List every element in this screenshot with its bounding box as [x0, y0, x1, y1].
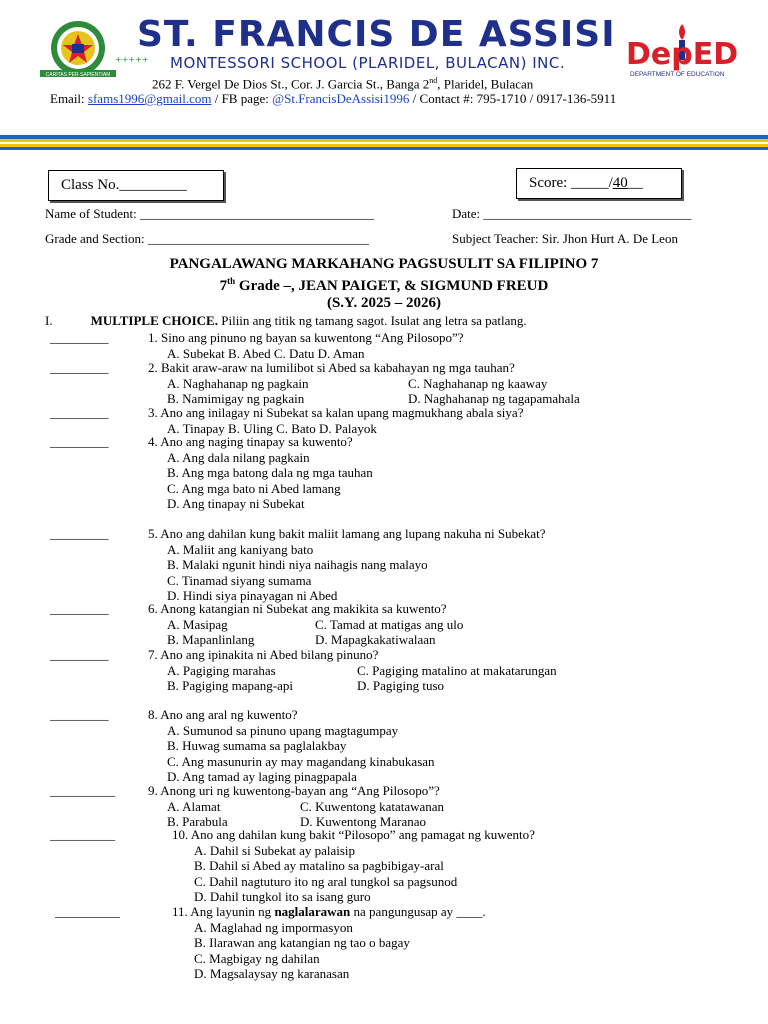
answer-option: D. Pagiging tuso [357, 678, 445, 693]
answer-option: B. Ilarawan ang katangian ng tao o bagay [194, 935, 410, 950]
answer-option: D. Hindi siya pinayagan ni Abed [167, 588, 338, 603]
answer-option: B. Huwag sumama sa paglalakbay [167, 738, 347, 753]
question-text: 2. Bakit araw-araw na lumilibot si Abed sa kabahayan ng mga tauhan? [148, 360, 515, 375]
answer-blank[interactable]: _________ [50, 526, 109, 541]
subject-teacher: Subject Teacher: Sir. Jhon Hurt A. De Leon [452, 231, 678, 246]
answer-option: C. Kuwentong katatawanan [300, 798, 445, 814]
answer-option: B. Dahil si Abed ay matalino sa pagbibigay-aral [194, 858, 444, 873]
answer-option: B. Mapanlinlang [167, 632, 255, 647]
answer-blank[interactable]: __________ [50, 827, 115, 842]
answer-option: D. Magsalaysay ng karanasan [194, 966, 350, 981]
answer-option: C. Magbigay ng dahilan [194, 950, 320, 966]
class-number-box[interactable]: Class No._________ [48, 170, 224, 201]
answer-option: B. Ang mga batong dala ng mga tauhan [167, 465, 373, 480]
school-subtitle: MONTESSORI SCHOOL (PLARIDEL, BULACAN) INC. [170, 54, 566, 72]
answer-option: A. Sumunod sa pinuno upang magtagumpay [167, 722, 399, 738]
answer-option: A. Ang dala nilang pagkain [167, 449, 310, 465]
answer-option: B. Parabula [167, 814, 228, 829]
answer-option: A. Naghahanap ng pagkain [167, 375, 309, 391]
header-color-band [0, 135, 768, 151]
svg-text:+++++: +++++ [115, 55, 149, 64]
deped-subtitle: DEPARTMENT OF EDUCATION [630, 71, 725, 78]
answer-option: A. Masipag [167, 616, 228, 632]
question-text: 5. Ano ang dahilan kung bakit maliit lamang ang lupang nakuha ni Subekat? [148, 526, 546, 541]
question-text: 1. Sino ang pinuno ng bayan sa kuwentong “Ang Pilosopo”? [148, 330, 464, 345]
answer-option: C. Ang masunurin ay may magandang kinabukasan [167, 753, 435, 769]
email-link[interactable]: sfams1996@gmail.com [87, 91, 212, 106]
answer-option: D. Kuwentong Maranao [300, 814, 426, 829]
contact-line: Email: sfams1996@gmail.com / FB page: @St.FrancisDeAssisi1996 / Contact #: 795-1710 / 0917-136-5911 [50, 91, 617, 106]
date-field[interactable]: Date: ________________________________ [452, 206, 692, 221]
answer-option: D. Mapagkakatiwalaan [315, 632, 436, 647]
exam-grade-line: 7th Grade –, JEAN PAIGET, & SIGMUND FREUD [219, 276, 549, 294]
answer-option: C. Pagiging matalino at makatarungan [357, 662, 557, 678]
school-name: ST. FRANCIS DE ASSISI [137, 14, 616, 55]
answer-blank[interactable]: _________ [50, 601, 109, 616]
question-text: 9. Anong uri ng kuwentong-bayan ang “Ang Pilosopo”? [148, 783, 440, 798]
answer-blank[interactable]: __________ [55, 904, 120, 919]
answer-option: C. Dahil nagtuturo ito ng aral tungkol sa pagsunod [194, 873, 458, 889]
question-text: 3. Ano ang inilagay ni Subekat sa kalan upang magmukhang abala siya? [148, 405, 524, 420]
answer-blank[interactable]: _________ [50, 360, 109, 375]
answer-option: D. Dahil tungkol ito sa isang guro [194, 889, 371, 904]
question-text: 4. Ano ang naging tinapay sa kuwento? [148, 434, 353, 449]
answer-option: A. Tinapay B. Uling C. Bato D. Palayok [167, 420, 377, 436]
answer-option: B. Namimigay ng pagkain [167, 391, 305, 406]
answer-blank[interactable]: _________ [50, 707, 109, 722]
question-text: 7. Ano ang ipinakita ni Abed bilang pinuno? [148, 647, 379, 662]
question-text: 11. Ang layunin ng naglalarawan na pangungusap ay ____. [172, 904, 486, 919]
answer-option: C. Ang mga bato ni Abed lamang [167, 480, 341, 496]
answer-option: D. Ang tinapay ni Subekat [167, 496, 305, 511]
school-address: 262 F. Vergel De Dios St., Cor. J. Garcia St., Banga 2nd, Plaridel, Bulacan [152, 76, 534, 92]
grade-section-field[interactable]: Grade and Section: __________________________________ [45, 231, 369, 246]
section-heading: I. MULTIPLE CHOICE. Piliin ang titik ng tamang sagot. Isulat ang letra sa patlang. [45, 313, 527, 328]
answer-option: D. Naghahanap ng tagapamahala [408, 391, 580, 406]
deped-wordmark: DepED [626, 37, 739, 72]
question-text: 10. Ano ang dahilan kung bakit “Pilosopo” ang pamagat ng kuwento? [172, 827, 535, 842]
answer-option: C. Naghahanap ng kaaway [408, 375, 548, 391]
answer-blank[interactable]: _________ [50, 647, 109, 662]
answer-option: B. Malaki ngunit hindi niya naihagis nang malayo [167, 557, 428, 572]
answer-option: A. Maglahad ng impormasyon [194, 919, 353, 935]
school-seal-logo [30, 18, 149, 84]
answer-option: C. Tinamad siyang sumama [167, 572, 312, 588]
answer-option: D. Ang tamad ay laging pinagpapala [167, 769, 357, 784]
answer-option: A. Dahil si Subekat ay palaisip [194, 842, 356, 858]
answer-option: A. Pagiging marahas [167, 662, 276, 678]
question-text: 6. Anong katangian ni Subekat ang makikita sa kuwento? [148, 601, 447, 616]
exam-title: PANGALAWANG MARKAHANG PAGSUSULIT SA FILIPINO 7 [169, 256, 599, 272]
deped-logo [622, 18, 752, 80]
answer-blank[interactable]: __________ [50, 783, 115, 798]
answer-option: A. Alamat [167, 798, 221, 814]
score-box: Score: _____/40__ [516, 168, 682, 199]
seal-motto: CARITAS PER SAPIENTIAM [45, 72, 111, 78]
answer-blank[interactable]: _________ [50, 330, 109, 345]
answer-option: C. Tamad at matigas ang ulo [315, 616, 464, 632]
question-text: 8. Ano ang aral ng kuwento? [148, 707, 298, 722]
facebook-page-link[interactable]: @St.FrancisDeAssisi1996 [272, 91, 410, 106]
answer-option: A. Subekat B. Abed C. Datu D. Aman [167, 345, 365, 361]
answer-blank[interactable]: _________ [50, 405, 109, 420]
answer-option: A. Maliit ang kaniyang bato [167, 541, 314, 557]
answer-blank[interactable]: _________ [50, 434, 109, 449]
answer-option: B. Pagiging mapang-api [167, 678, 294, 693]
school-year: (S.Y. 2025 – 2026) [326, 295, 442, 311]
student-name-field[interactable]: Name of Student: ____________________________________ [45, 206, 374, 221]
